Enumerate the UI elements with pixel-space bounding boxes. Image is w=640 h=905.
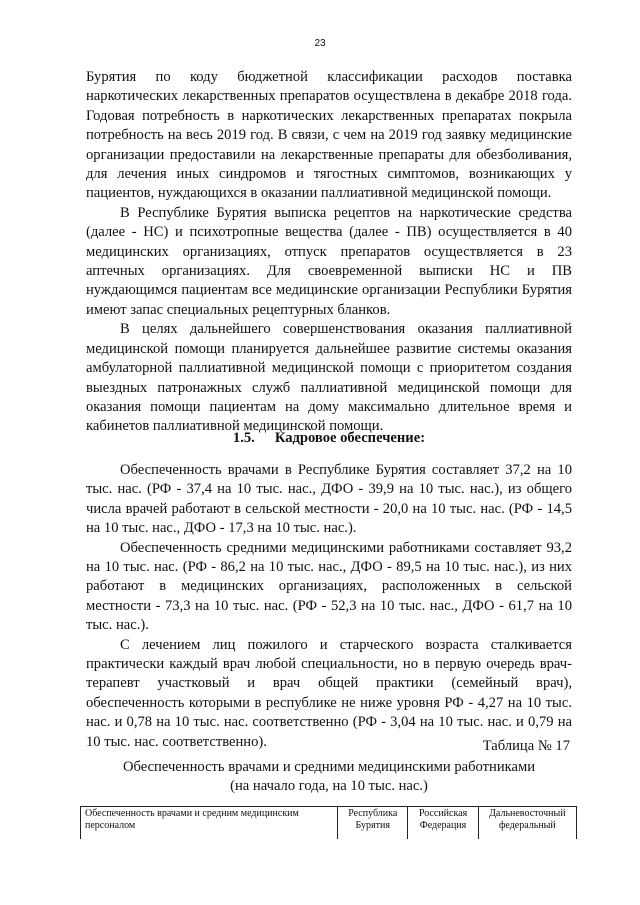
table-title-line: Обеспеченность врачами и средними медицинскими работниками bbox=[122, 759, 536, 775]
page-number: 23 bbox=[314, 38, 326, 49]
section-title: Кадровое обеспечение: bbox=[274, 430, 426, 446]
body-text-block-2 bbox=[86, 461, 572, 752]
staffing-table bbox=[80, 806, 577, 839]
body-text-block-1 bbox=[86, 68, 572, 437]
paragraph: В Республике Бурятия выписка рецептов на наркотические средства (далее - НС) и психотропные вещества (далее - ПВ) осуществляется в 40 медицинских организациях, отпуск препаратов осуществляется в 23 аптечных организациях. Для своевременной выписки НС и ПВ нуждающимся пациентам все медицинские организации Республики Бурятия имеют запас специальных рецептурных бланков. bbox=[86, 204, 572, 318]
table-label: Таблица № 17 bbox=[482, 738, 570, 754]
table-header-row bbox=[81, 807, 577, 840]
paragraph: Обеспеченность средними медицинскими работниками составляет 93,2 на 10 тыс. нас. (РФ - 86,2 на 10 тыс. нас., ДФО - 89,5 на 10 тыс. нас.), из них работают в медицинских организациях, расположенных в сельской местности - 73,3 на 10 тыс. нас. (РФ - 52,3 на 10 тыс. нас., ДФО - 61,7 на 10 тыс. нас.). bbox=[86, 539, 572, 634]
table-header-cell: Дальневосточный федеральный bbox=[478, 807, 576, 840]
table-header-cell: Российская Федерация bbox=[408, 807, 478, 840]
paragraph: В целях дальнейшего совершенствования оказания паллиативной медицинской помощи планируется дальнейшее развитие системы оказания амбулаторной паллиативной медицинской помощи с приоритетом создания выездных патронажных служб паллиативной медицинской помощи для оказания помощи пациентам на дому максимально длительное время и кабинетов паллиативной медицинской помощи. bbox=[86, 321, 572, 435]
table-header-cell: Обеспеченность врачами и средним медицинским персоналом bbox=[81, 807, 338, 840]
table-title bbox=[86, 758, 572, 797]
section-number: 1.5. bbox=[232, 430, 255, 446]
table-header-cell: Республика Бурятия bbox=[338, 807, 408, 840]
table-title-line: (на начало года, на 10 тыс. нас.) bbox=[230, 778, 428, 795]
paragraph: Бурятия по коду бюджетной классификации расходов поставка наркотических лекарственных препаратов осуществлена в декабре 2018 года. Годовая потребность в наркотических лекарственных препаратах покрыла потребность на весь 2019 год. В связи, с чем на 2019 год заявку медицинские организации предоставили на лекарственные препараты для обезболивания, для лечения иных синдромов и тягостных симптомов, возникающих у пациентов, нуждающихся в оказании паллиативной медицинской помощи. bbox=[86, 69, 572, 202]
paragraph: С лечением лиц пожилого и старческого возраста сталкивается практически каждый врач любой специальности, но в первую очередь врач-терапевт участковый и врач общей практики (семейный врач), обеспеченность которыми в республике не ниже уровня РФ - 4,27 на 10 тыс. нас. и 0,78 на 10 тыс. нас. соответственно (РФ - 3,04 на 10 тыс. нас. и 0,79 на 10 тыс. нас. соответственно). bbox=[86, 636, 572, 750]
section-heading bbox=[86, 430, 572, 447]
paragraph: Обеспеченность врачами в Республике Бурятия составляет 37,2 на 10 тыс. нас. (РФ - 37,4 на 10 тыс. нас., ДФО - 39,9 на 10 тыс. нас.), из общего числа врачей работают в сельской местности - 20,0 на 10 тыс. нас. (РФ - 14,5 на 10 тыс. нас., ДФО - 17,3 на 10 тыс. нас.). bbox=[86, 462, 572, 537]
